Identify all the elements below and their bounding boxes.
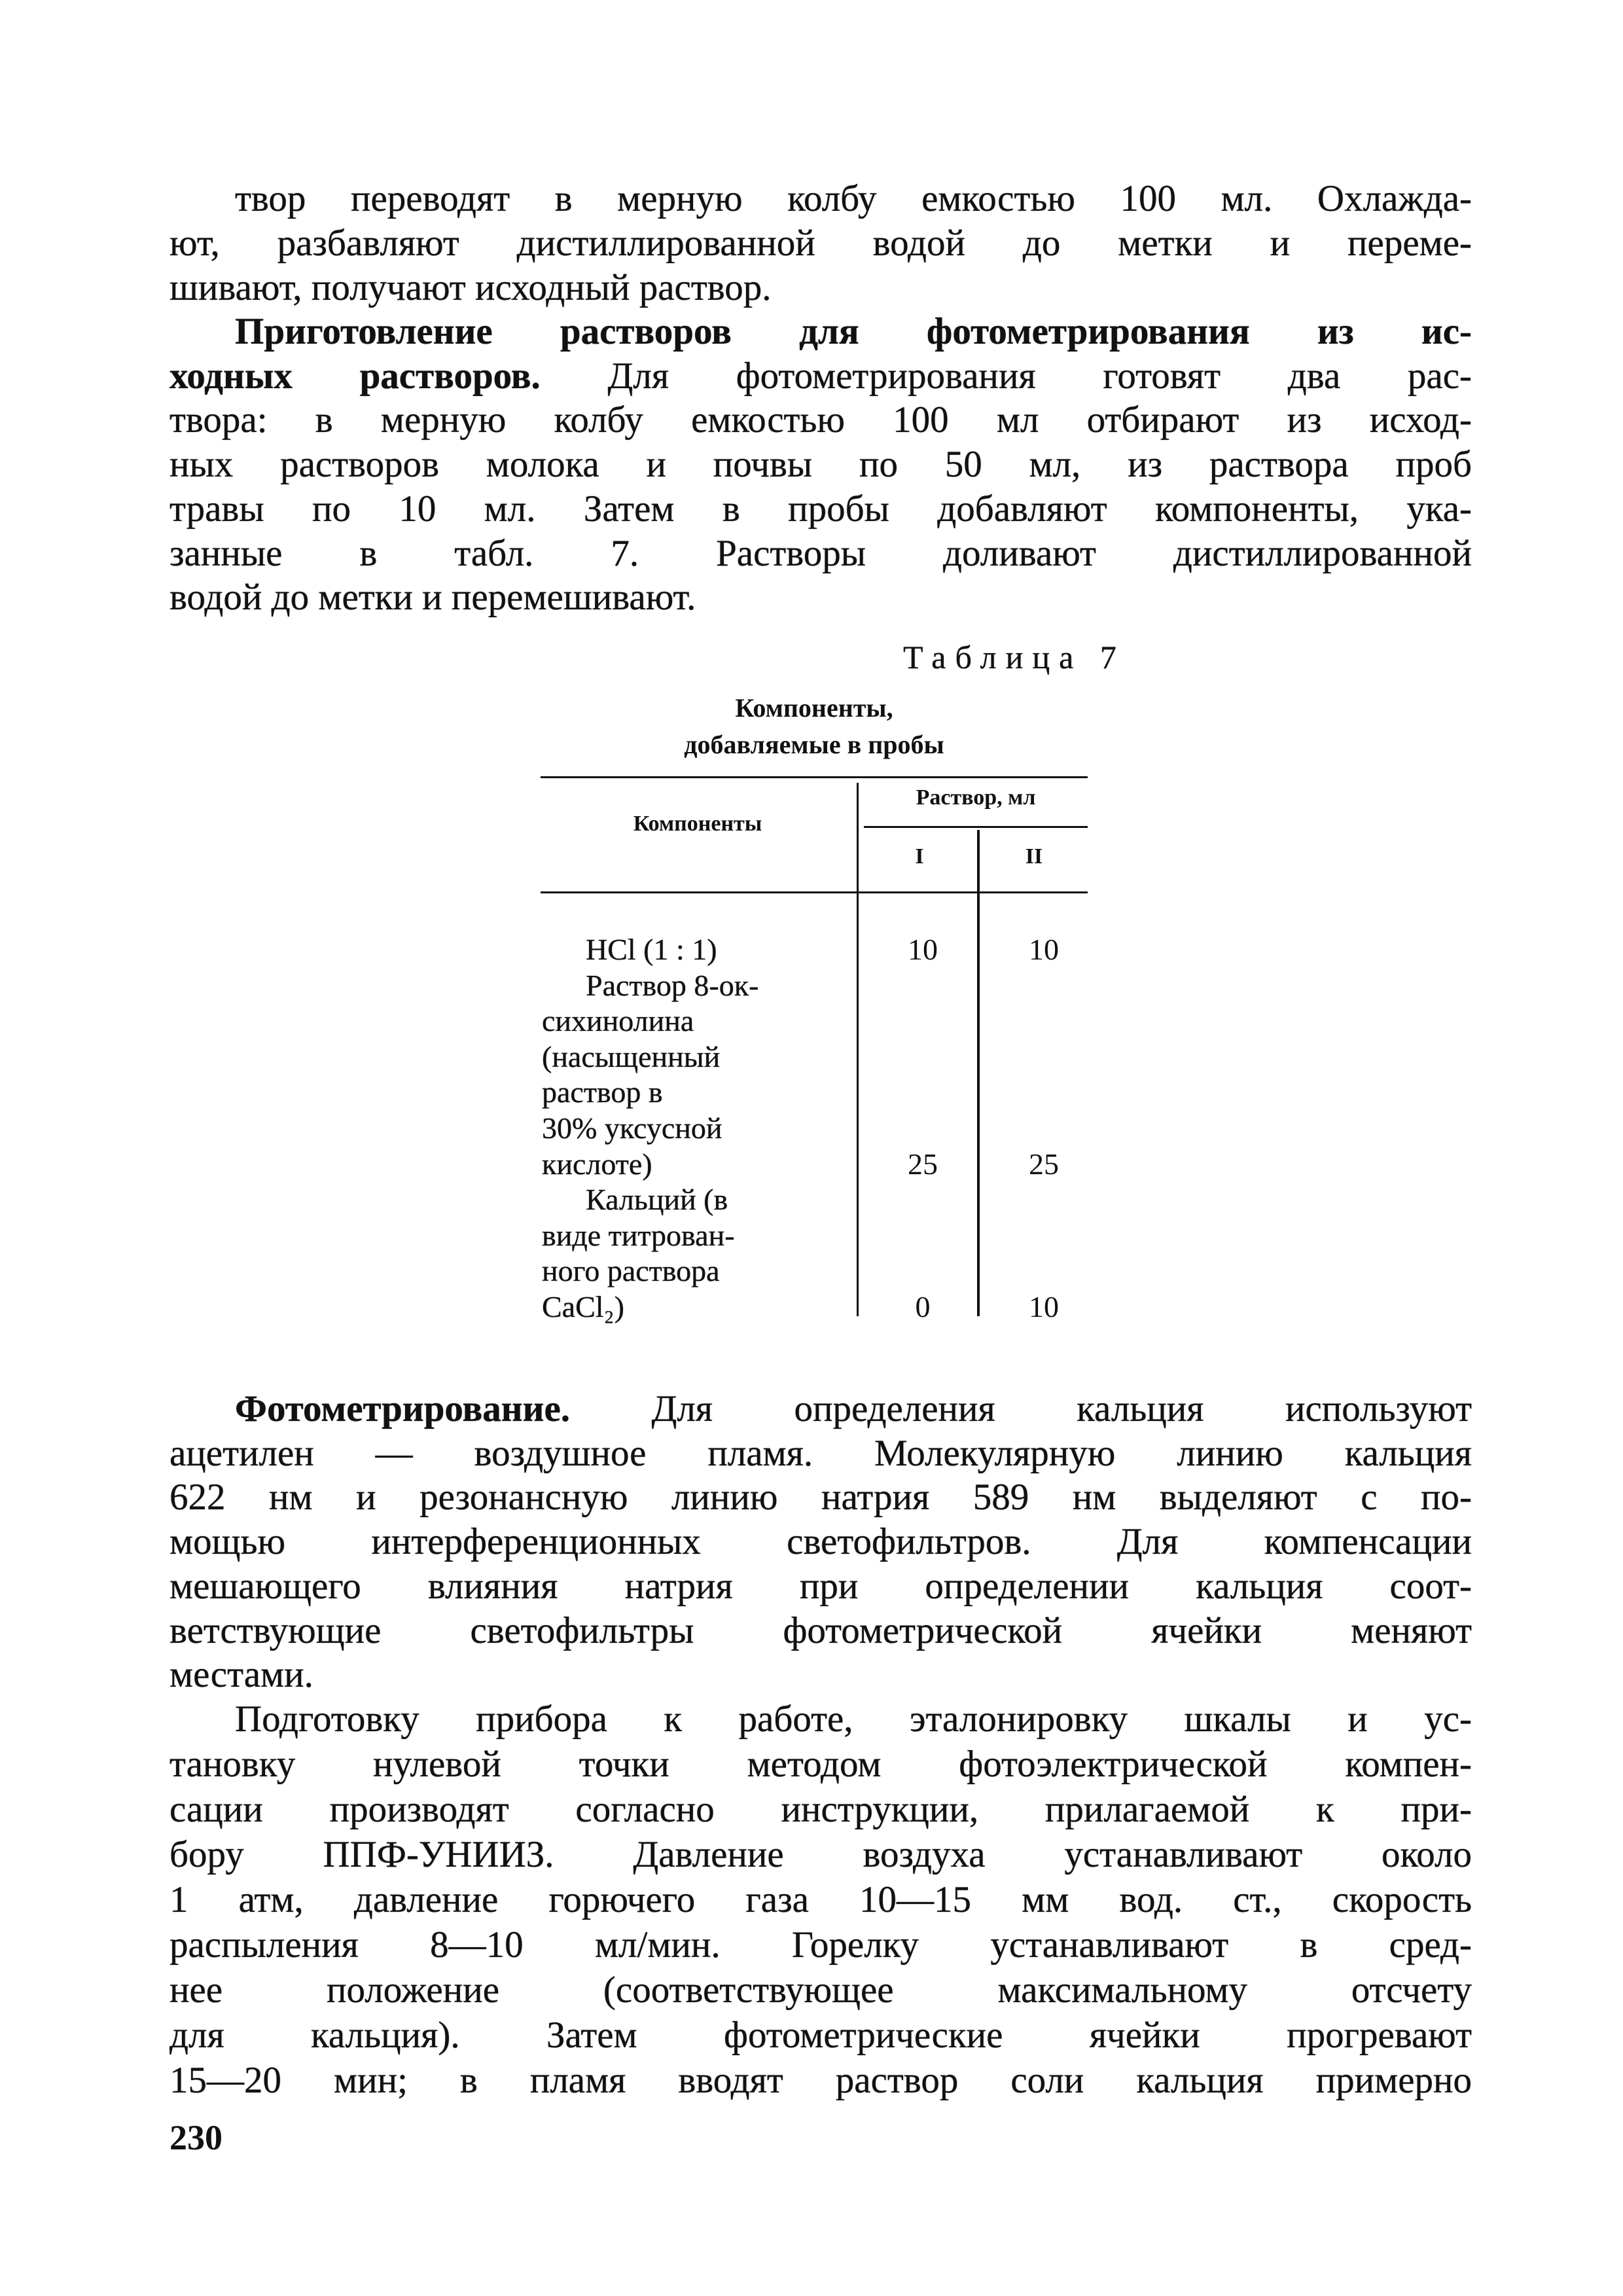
header-col-2: II — [1025, 844, 1043, 869]
text-run: сации производят согласно инструкции, прилагаемой к при- — [169, 1789, 1472, 1830]
text-line — [169, 1609, 1472, 1653]
text-run: Для определения кальция используют — [570, 1388, 1472, 1429]
text-run: тановку нулевой точки методом фотоэлектрической компен- — [169, 1744, 1472, 1785]
text-run: ацетилен — воздушное пламя. Молекулярную линию кальция — [169, 1432, 1472, 1474]
text-run: для кальция). Затем фотометрические ячейки прогревают — [169, 2015, 1472, 2056]
text-run: ют, разбавляют дистиллированной водой до метки и переме- — [169, 223, 1472, 264]
header-components: Компоненты — [633, 812, 762, 836]
text-run: занные в табл. 7. Растворы доливают дистиллированной — [169, 532, 1472, 574]
table-title-line2: добавляемые в пробы — [684, 730, 944, 759]
bold-run: ходных растворов. — [169, 355, 541, 397]
table-title-line1: Компоненты, — [735, 693, 893, 723]
text-run: 15—20 мин; в пламя вводят раствор соли кальция примерно — [169, 2060, 1472, 2101]
text-run: ветствующие светофильтры фотометрической ячейки меняют — [169, 1609, 1472, 1651]
component-name-line: HCl (1 : 1) — [586, 933, 717, 966]
text-run: мощью интерференционных светофильтров. Для компенсации — [169, 1521, 1472, 1563]
text-line — [169, 442, 1472, 487]
text-line — [169, 1697, 1472, 1742]
text-line — [169, 398, 1472, 442]
text-run: Подготовку прибора к работе, эталонировку шкалы и ус- — [235, 1698, 1472, 1740]
text-line — [169, 1387, 1472, 1431]
text-line — [169, 1520, 1472, 1564]
table-column-divider-2 — [977, 830, 980, 1316]
value-solution-2: 25 — [1029, 1147, 1059, 1181]
header-solution: Раствор, мл — [916, 785, 1036, 810]
bold-run: Фотометрирование. — [235, 1388, 571, 1429]
text-line — [169, 1431, 1472, 1476]
value-solution-1: 10 — [908, 933, 938, 966]
table-caption: Таблица 7 — [903, 639, 1126, 675]
text-run: водой до метки и перемешивают. — [169, 577, 696, 619]
component-name-line: ного раствора — [542, 1254, 720, 1288]
text-line — [169, 1878, 1472, 1922]
value-solution-2: 10 — [1029, 933, 1059, 966]
text-run: твора: в мерную колбу емкостью 100 мл отбирают из исход- — [169, 399, 1472, 441]
header-col-1: I — [915, 844, 924, 869]
component-name-line: кислоте) — [542, 1147, 652, 1181]
text-run: мешающего влияния натрия при определении кальция соот- — [169, 1565, 1472, 1607]
text-line — [169, 221, 1472, 266]
text-run: 622 нм и резонансную линию натрия 589 нм выделяют с по- — [169, 1477, 1472, 1518]
component-name-line: раствор в — [542, 1075, 663, 1109]
text-run: шивают, получают исходный раствор. — [169, 267, 772, 308]
component-name-line: виде титрован- — [542, 1218, 735, 1252]
table-header-rule — [541, 891, 1088, 893]
text-run: Для фотометрирования готовят два рас- — [540, 355, 1472, 397]
value-solution-1: 25 — [908, 1147, 938, 1181]
table-header-subrule — [864, 826, 1088, 828]
table-top-rule — [541, 776, 1088, 778]
bold-run: Приготовление растворов для фотометрирования из ис- — [235, 311, 1472, 352]
text-run: бору ППФ-УНИИЗ. Давление воздуха устанавливают около — [169, 1834, 1472, 1875]
component-name-line: Кальций (в — [586, 1183, 728, 1217]
text-run: травы по 10 мл. Затем в пробы добавляют компоненты, ука- — [169, 488, 1472, 529]
text-line — [169, 1653, 1472, 1697]
component-name-line: сихинолина — [542, 1004, 694, 1038]
text-line — [169, 310, 1472, 354]
text-line — [169, 266, 1472, 310]
text-line — [169, 575, 1472, 620]
component-name-line: (насыщенный — [542, 1039, 721, 1073]
text-line — [169, 1564, 1472, 1609]
table-column-divider-1 — [857, 783, 859, 1316]
text-line — [169, 531, 1472, 576]
text-line — [169, 1475, 1472, 1520]
text-run: местами. — [169, 1654, 313, 1696]
text-run: распыления 8—10 мл/мин. Горелку устанавливают в сред- — [169, 1924, 1472, 1965]
component-name-line: Раствор 8-ок- — [586, 968, 759, 1002]
text-line — [169, 1923, 1472, 1967]
page-number: 230 — [169, 2118, 223, 2157]
value-solution-2: 10 — [1029, 1290, 1059, 1323]
text-run: твор переводят в мерную колбу емкостью 100 мл. Охлажда- — [235, 178, 1472, 219]
component-name-line: CaCl₂) — [542, 1290, 624, 1323]
text-line — [169, 1742, 1472, 1787]
component-name-line: 30% уксусной — [542, 1111, 722, 1145]
text-line — [169, 2058, 1472, 2103]
text-line — [169, 487, 1472, 531]
text-line — [169, 177, 1472, 221]
text-line — [169, 1833, 1472, 1877]
text-run: ных растворов молока и почвы по 50 мл, из раствора проб — [169, 444, 1472, 486]
text-line — [169, 2013, 1472, 2058]
text-line — [169, 1968, 1472, 2013]
value-solution-1: 0 — [915, 1290, 931, 1323]
text-run: 1 атм, давление горючего газа 10—15 мм вод. ст., скорость — [169, 1879, 1472, 1920]
text-run: нее положение (соответствующее максимальному отсчету — [169, 1969, 1472, 2011]
text-line — [169, 1787, 1472, 1832]
text-line — [169, 354, 1472, 399]
